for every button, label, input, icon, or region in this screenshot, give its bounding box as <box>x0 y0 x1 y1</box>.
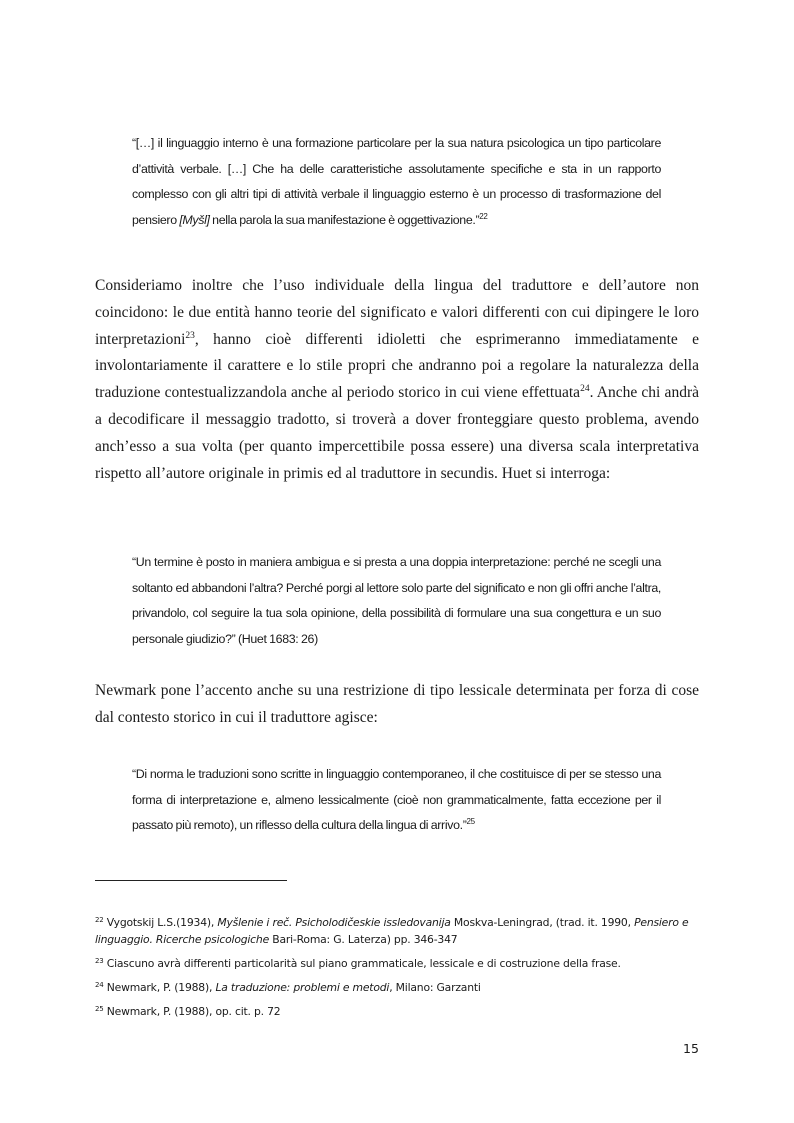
paragraph-text: . Anche chi andrà a decodificare il messaggio tradotto, si troverà a dover fronteggiare questo problema, avendo anch’esso a sua volta (per quanto impercettibile possa essere) una diversa scala interpretativa rispetto all’autore originale in primis ed al traduttore in secundis. Huet si interroga: <box>95 384 699 482</box>
footnote-ref-25[interactable]: 25 <box>466 817 475 826</box>
footnote-text: Vygotskij L.S.(1934), <box>103 916 218 929</box>
footnote-number: 24 <box>95 981 104 989</box>
footnote-text: Moskva-Leningrad, (trad. it. 1990, <box>450 916 635 929</box>
footnote-22 <box>95 914 701 948</box>
footnote-23 <box>95 955 701 972</box>
footnote-ref-23[interactable]: 23 <box>185 330 195 341</box>
footnote-text: Bari-Roma: G. Laterza) pp. 346-347 <box>269 933 458 946</box>
footnote-text: Ciascuno avrà differenti particolarità sul piano grammaticale, lessicale e di costruzione della frase. <box>103 957 621 970</box>
footnote-italic-title: Myšlenie i reč. Psicholodičeskie issledovanija <box>217 916 451 929</box>
footnote-25 <box>95 1003 701 1020</box>
block-quote-newmark <box>132 762 661 839</box>
footnote-text: Newmark, P. (1988), <box>103 981 216 994</box>
quote-text: “Di norma le traduzioni sono scritte in linguaggio contemporaneo, il che costituisce di per se stesso una forma di interpretazione e, almeno lessicalmente (cioè non grammaticalmente, fatta eccezione per il passato più remoto), un riflesso della cultura della lingua di arrivo.” <box>132 767 661 832</box>
footnote-separator <box>95 880 287 881</box>
paragraph-text: Consideriamo inoltre che l’uso individuale della lingua del traduttore e dell’autore non coincidono: le due entità hanno teorie del significato e valori differenti con cui dipingere le loro interpretazioni <box>95 277 699 348</box>
footnote-number: 23 <box>95 957 104 965</box>
footnote-text: Newmark, P. (1988), op. cit. p. 72 <box>103 1005 281 1018</box>
block-quote-vygotskij <box>132 131 661 233</box>
paragraph-text: Newmark pone l’accento anche su una restrizione di tipo lessicale determinata per forza di cose dal contesto storico in cui il traduttore agisce: <box>95 682 699 726</box>
footnote-ref-24[interactable]: 24 <box>580 384 590 395</box>
footnote-number: 22 <box>95 916 104 924</box>
page-number: 15 <box>683 1041 699 1056</box>
footnote-24 <box>95 979 701 996</box>
footnote-number: 25 <box>95 1005 104 1013</box>
footnote-italic-title: La traduzione: problemi e metodi <box>215 981 390 994</box>
quote-italic-term: [Myšl] <box>179 212 210 227</box>
body-paragraph-idioletti <box>95 273 699 487</box>
body-paragraph-newmark <box>95 678 699 732</box>
quote-text: “Un termine è posto in maniera ambigua e si presta a una doppia interpretazione: perché ne scegli una soltanto ed abbandoni l’altra? Perché porgi al lettore solo parte del significato e non gli offri anche l’altra, privandolo, col seguire la tua sola opinione, della possibilità di formulare una sua congettura e un suo personale giudizio?” (Huet 1683: 26) <box>132 555 661 646</box>
block-quote-huet <box>132 550 661 652</box>
quote-text: nella parola la sua manifestazione è oggettivazione.” <box>209 212 480 227</box>
paragraph-text: , hanno cioè differenti idioletti che esprimeranno immediatamente e involontariamente il carattere e lo stile propri che andranno poi a regolare la naturalezza della traduzione contestualizzandola anche al periodo storico in cui viene effettuata <box>95 330 699 402</box>
footnote-italic-title: Pensiero e linguaggio. Ricerche psicologiche <box>95 916 689 946</box>
footnote-ref-22[interactable]: 22 <box>479 211 488 221</box>
quote-text: “[…] il linguaggio interno è una formazione particolare per la sua natura psicologica un tipo particolare d’attività verbale. […] Che ha delle caratteristiche assolutamente specifiche e sta in un rapporto complesso con gli altri tipi di attività verbale il linguaggio esterno è un processo di trasformazione del pensiero <box>132 136 661 227</box>
footnote-text: , Milano: Garzanti <box>389 981 481 994</box>
